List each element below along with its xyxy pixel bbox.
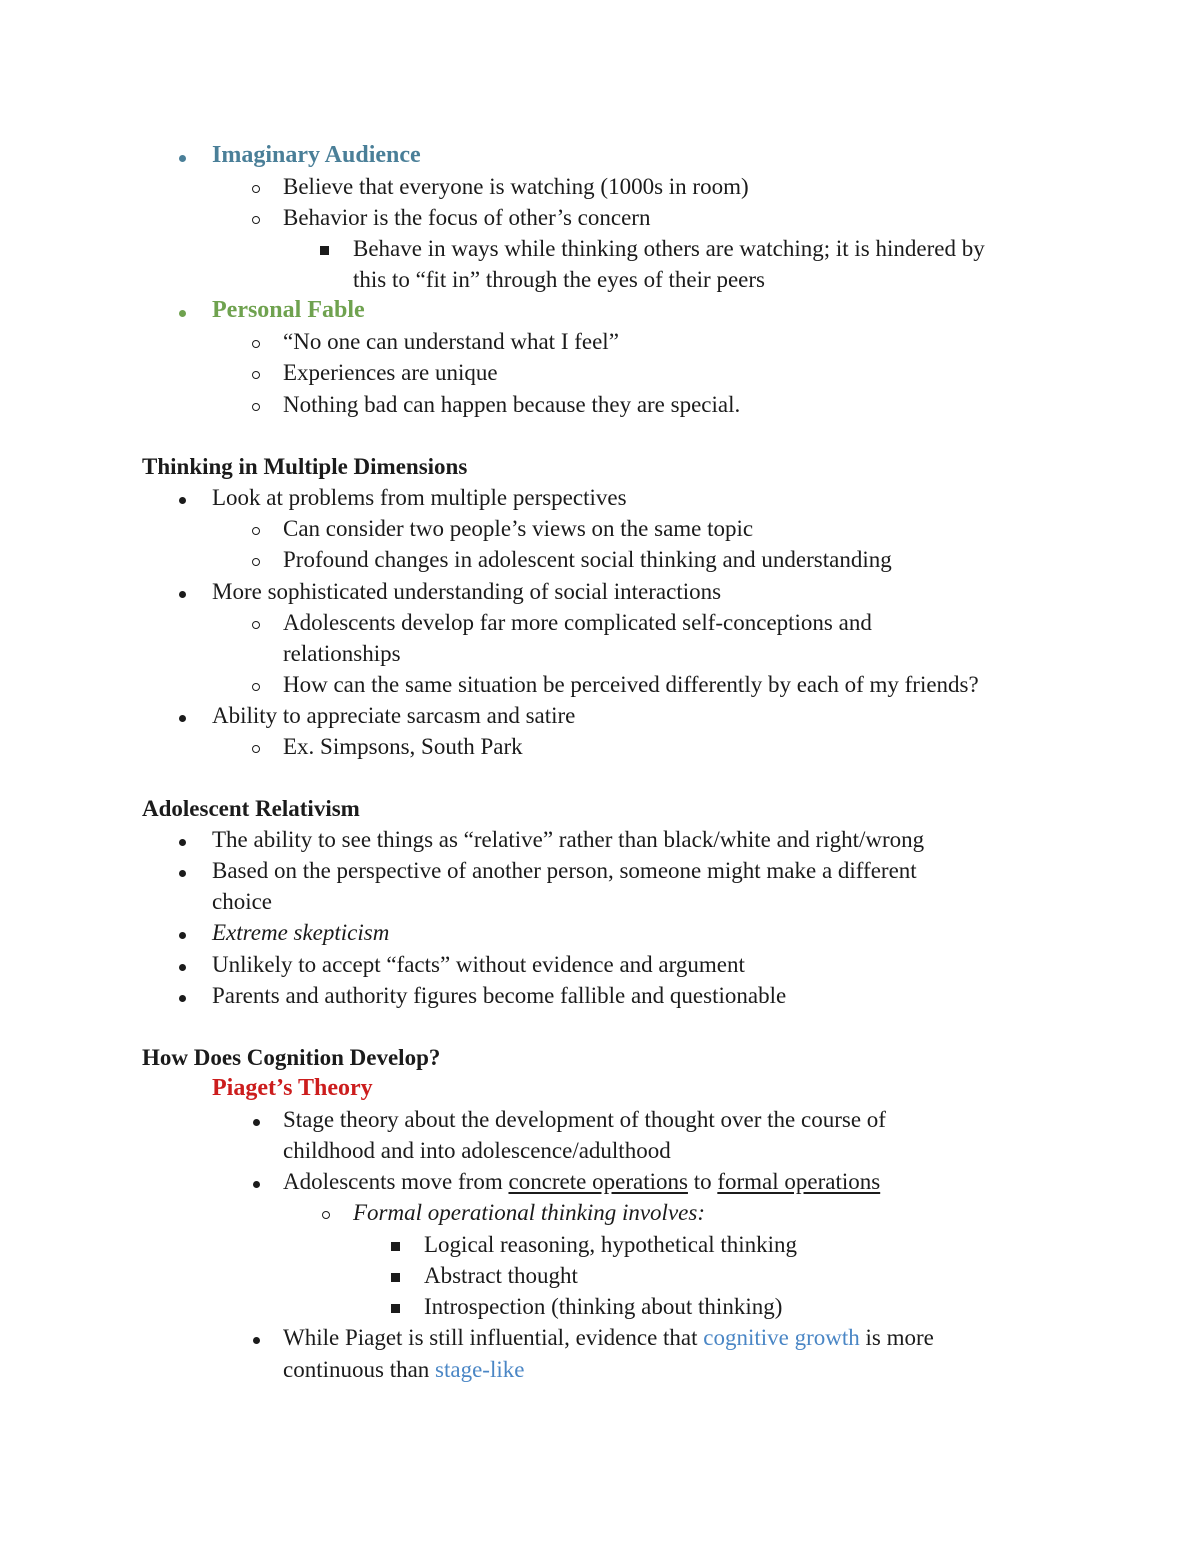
- circle-bullet-icon: [250, 733, 260, 759]
- circle-bullet-icon: [320, 1199, 330, 1225]
- bullet-icon: [176, 702, 186, 728]
- bullet-icon: [176, 951, 186, 977]
- bullet-icon: [176, 578, 186, 604]
- list-item-continued: choice: [212, 889, 273, 914]
- list-item: Look at problems from multiple perspectives: [212, 485, 627, 510]
- list-item: [283, 1166, 880, 1197]
- list-item: Adolescents develop far more complicated self-conceptions and: [283, 610, 872, 635]
- list-item-continued: childhood and into adolescence/adulthood: [283, 1138, 671, 1163]
- circle-bullet-icon: [250, 515, 260, 541]
- formal-operations-term: formal operations: [717, 1169, 881, 1194]
- text-span: continuous than: [283, 1357, 436, 1382]
- text-span: Adolescents move from: [283, 1169, 509, 1194]
- list-item: Based on the perspective of another person, someone might make a different: [212, 858, 917, 883]
- list-item: Stage theory about the development of thought over the course of: [283, 1107, 886, 1132]
- list-item: [283, 1322, 934, 1353]
- list-item: Can consider two people’s views on the same topic: [283, 516, 754, 541]
- list-item: Logical reasoning, hypothetical thinking: [424, 1232, 798, 1257]
- bullet-icon: [176, 484, 186, 510]
- list-item: Extreme skepticism: [212, 920, 390, 945]
- list-item: Behave in ways while thinking others are watching; it is hindered by: [353, 236, 985, 261]
- text-span: While Piaget is still influential, evidence that: [283, 1325, 704, 1350]
- circle-bullet-icon: [250, 546, 260, 572]
- list-item: Behavior is the focus of other’s concern: [283, 205, 651, 230]
- section-heading: Adolescent Relativism: [142, 796, 360, 821]
- square-bullet-icon: [389, 1293, 400, 1319]
- bullet-icon: [250, 1324, 260, 1350]
- list-item: Believe that everyone is watching (1000s in room): [283, 174, 749, 199]
- list-item: Abstract thought: [424, 1263, 578, 1288]
- list-item: Introspection (thinking about thinking): [424, 1294, 783, 1319]
- circle-bullet-icon: [250, 173, 260, 199]
- bullet-icon: [176, 919, 186, 945]
- bullet-icon: [176, 142, 186, 168]
- list-item-continued: relationships: [283, 641, 401, 666]
- bullet-icon: [176, 297, 186, 323]
- text-span: is more: [859, 1325, 934, 1350]
- list-item: Unlikely to accept “facts” without evidence and argument: [212, 952, 745, 977]
- piaget-theory-title: Piaget’s Theory: [212, 1075, 373, 1101]
- circle-bullet-icon: [250, 391, 260, 417]
- list-item: Ex. Simpsons, South Park: [283, 734, 523, 759]
- circle-bullet-icon: [250, 359, 260, 385]
- imaginary-audience-title: Imaginary Audience: [212, 142, 421, 168]
- square-bullet-icon: [318, 235, 329, 261]
- circle-bullet-icon: [250, 328, 260, 354]
- bullet-icon: [176, 857, 186, 883]
- list-item: “No one can understand what I feel”: [283, 329, 619, 354]
- bullet-icon: [250, 1168, 260, 1194]
- list-item-continued: this to “fit in” through the eyes of their peers: [353, 267, 765, 292]
- list-item: How can the same situation be perceived differently by each of my friends?: [283, 672, 979, 697]
- list-item: Profound changes in adolescent social thinking and understanding: [283, 547, 892, 572]
- list-item: Formal operational thinking involves:: [353, 1200, 705, 1225]
- square-bullet-icon: [389, 1231, 400, 1257]
- list-item: Parents and authority figures become fallible and questionable: [212, 983, 787, 1008]
- text-span: to: [687, 1169, 718, 1194]
- personal-fable-title: Personal Fable: [212, 297, 365, 323]
- cognitive-growth-term: cognitive growth: [703, 1325, 860, 1350]
- circle-bullet-icon: [250, 609, 260, 635]
- list-item: More sophisticated understanding of social interactions: [212, 579, 722, 604]
- list-item-continued: [283, 1354, 524, 1385]
- circle-bullet-icon: [250, 204, 260, 230]
- concrete-operations-term: concrete operations: [508, 1169, 688, 1194]
- bullet-icon: [250, 1106, 260, 1132]
- bullet-icon: [176, 982, 186, 1008]
- circle-bullet-icon: [250, 671, 260, 697]
- square-bullet-icon: [389, 1262, 400, 1288]
- list-item: The ability to see things as “relative” rather than black/white and right/wrong: [212, 827, 925, 852]
- list-item: Experiences are unique: [283, 360, 498, 385]
- list-item: Nothing bad can happen because they are special.: [283, 392, 741, 417]
- list-item: Ability to appreciate sarcasm and satire: [212, 703, 576, 728]
- stage-like-term: stage-like: [435, 1357, 525, 1382]
- bullet-icon: [176, 826, 186, 852]
- section-heading: Thinking in Multiple Dimensions: [142, 454, 468, 479]
- section-heading: How Does Cognition Develop?: [142, 1045, 441, 1070]
